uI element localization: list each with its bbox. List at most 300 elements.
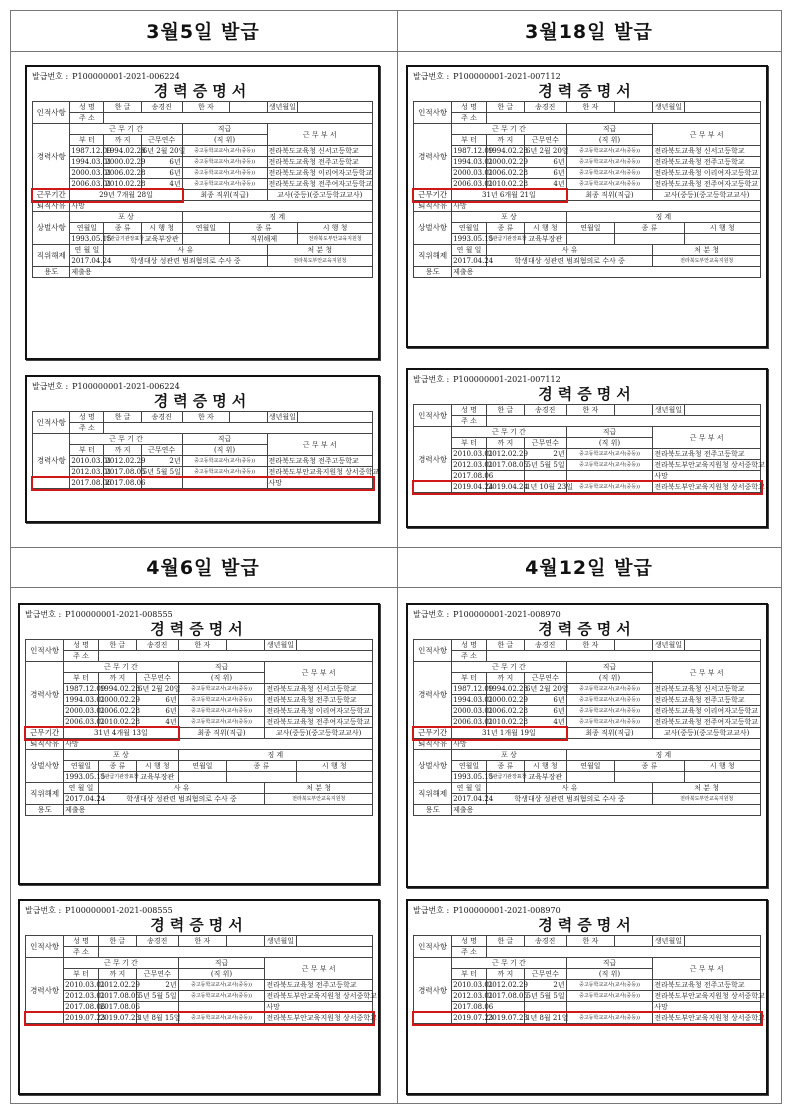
agency-label: 시 행 청 [684,761,760,772]
dept-label: 근 무 부 서 [267,434,372,456]
section-label: 인적사항 [26,936,64,958]
career-rank: 중고등학교교사(교사(중등)) [566,684,653,695]
personal-row [414,936,761,947]
hanja-label: 한 자 [178,936,227,947]
section-label: 경력사항 [414,427,452,493]
issue-number-label: 발급번호 : [413,374,450,384]
dept-label: 근 무 부 서 [653,124,761,146]
discipline-agency [296,772,372,783]
career-row [414,695,761,706]
award-date: 1993.05.15 [453,235,494,243]
period-label: 근 무 기 간 [452,427,566,438]
career-row [26,1013,373,1024]
issue-number: P100000001-2021-007112 [453,71,561,81]
career-row [26,695,373,706]
issue-number-label: 발급번호 : [413,905,450,915]
award-agency: 교육부장관 [525,234,567,245]
career-from: 2017.08.06 [65,1003,106,1011]
from-label: 부 터 [64,673,99,684]
career-dept: 사망 [265,1002,373,1013]
career-to: 1994.02.28 [487,685,528,693]
dismissal-row [26,794,373,805]
years-label: 근무연수 [525,135,567,146]
issue-number-row [32,70,373,82]
career-years [137,1002,179,1013]
certificate-document [25,65,380,360]
career-row [414,471,761,482]
career-rank: 중고등학교교사(교사(중등)) [566,157,653,168]
discipline-date [566,772,615,783]
career-to: 2017.08.05 [99,992,140,1000]
career-to: 2000.02.29 [105,158,146,166]
career-to: 2019.07.23 [99,1014,140,1022]
use-value: 제출용 [64,805,373,816]
career-row [26,706,373,717]
period-label: 근 무 기 간 [70,434,182,445]
dismissal-reason: 학생대상 성관련 범죄혐의로 수사 중 [98,794,265,805]
career-years: 5년 5월 5일 [525,991,567,1002]
discipline-label: 징 계 [566,212,760,223]
retire-row [33,201,373,212]
retire-row [414,739,761,750]
reward-row [33,234,373,245]
date-label: 연 월 일 [452,245,487,256]
award-label: 포 상 [70,212,182,223]
dept-label: 근 무 부 서 [653,427,761,449]
birth-value [298,102,373,113]
dismissal-agency: 전라북도부안교육지원청 [265,794,373,805]
career-header-row [33,124,373,135]
career-row [33,179,373,190]
career-to: 2010.02.28 [99,718,140,726]
birth-label: 생년월일 [653,936,684,947]
agency-label: 시 행 청 [137,761,179,772]
dismissal-date: 2017.04.24 [71,257,112,265]
years-label: 근무연수 [141,445,182,456]
hanja-value [230,412,267,423]
name-label: 성 명 [452,405,487,416]
career-from: 2010.03.01 [71,457,112,465]
birth-value [684,405,760,416]
rank-sub-label: (직 위) [566,969,653,980]
career-to: 2017.08.06 [99,1003,140,1011]
career-row [26,684,373,695]
final-rank-value: 교사(중등)(중고등학교교사) [653,190,761,201]
award-label: 포 상 [452,212,566,223]
personal-row [414,640,761,651]
kind-label: 종 류 [104,223,141,234]
address-label: 주 소 [64,947,99,958]
name-label: 성 명 [452,640,487,651]
hangul-label: 한 글 [486,405,524,416]
rank-label: 직급 [566,427,653,438]
career-from: 2012.03.01 [453,992,494,1000]
date-label: 연월일 [70,223,104,234]
birth-label: 생년월일 [268,413,296,421]
dept-label: 근 무 부 서 [265,662,373,684]
issue-number-row [413,904,761,916]
agency-label: 시 행 청 [141,223,182,234]
to-label: 까 지 [98,673,136,684]
career-years: 2년 [137,980,179,991]
total-value: 31년 6개월 21일 [452,190,566,201]
career-dept: 전라북도교육청 전주여자고등학교 [265,717,373,728]
career-rank: 중고등학교교사(교사(중등)) [182,467,267,478]
hanja-value [227,936,265,947]
career-to: 2000.02.29 [487,158,528,166]
career-row [26,980,373,991]
award-agency: 교육부장관 [525,772,567,783]
career-from: 2010.03.01 [453,981,494,989]
career-from: 1987.12.09 [453,685,494,693]
career-years: 4년 [141,179,182,190]
total-label: 근무기간 [26,728,64,739]
career-from: 2019.07.23 [65,1014,106,1022]
career-from: 2006.03.01 [65,718,106,726]
date-label: 연 월 일 [452,783,487,794]
career-dept: 전라북도교육청 전주고등학교 [265,980,373,991]
career-to: 2006.02.28 [99,707,140,715]
hanja-label: 한 자 [182,412,230,423]
retire-value: 사망 [64,739,373,750]
name-label: 성 명 [452,936,487,947]
career-dept: 전라북도교육청 이리여자고등학교 [265,706,373,717]
career-to: 2012.02.29 [105,457,146,465]
discipline-kind [615,234,684,245]
kind-label: 종 류 [615,223,684,234]
years-label: 근무연수 [525,673,567,684]
career-rank: 중고등학교교사(교사(중등)) [566,146,653,157]
address-row [414,113,761,124]
section-label: 인적사항 [33,102,70,124]
use-label: 용도 [26,805,64,816]
reason-label: 사 유 [486,245,653,256]
date-label: 연월일 [452,223,487,234]
birth-value [684,102,760,113]
career-rank [566,1002,653,1013]
period-label: 근 무 기 간 [452,662,566,673]
career-rank: 중고등학교교사(교사(중등)) [566,449,653,460]
birth-value [296,936,372,947]
reward-header-row [33,212,373,223]
rank-sub-label: (직 위) [182,445,267,456]
career-rank: 중고등학교교사(교사(중등)) [178,695,265,706]
issue-number-label: 발급번호 : [413,609,450,619]
career-row [414,460,761,471]
reward-header-row [414,212,761,223]
hangul-label: 한 글 [98,936,136,947]
career-from: 1994.03.01 [453,696,494,704]
date-label: 연월일 [182,223,230,234]
dismissal-date: 2017.04.24 [65,795,106,803]
section-label: 인적사항 [414,640,452,662]
career-rank [566,471,653,482]
panel-heading: 4월12일 발급 [525,556,653,579]
dept-label: 근 무 부 서 [265,958,373,980]
reward-subheader-row [414,223,761,234]
use-label: 용도 [414,267,452,278]
career-years [141,478,182,489]
dismissal-date: 2017.04.24 [453,257,494,265]
career-dept: 전라북도교육청 전주여자고등학교 [653,179,761,190]
career-from: 2010.03.01 [65,981,106,989]
career-to: 1994.02.28 [487,147,528,155]
career-row [414,179,761,190]
career-from: 1994.03.01 [453,158,494,166]
reason-label: 사 유 [486,783,653,794]
rank-sub-label: (직 위) [566,135,653,146]
career-from: 2010.03.01 [453,450,494,458]
section-label: 인적사항 [414,405,452,427]
birth-label: 생년월일 [265,640,296,651]
rank-label: 직급 [566,662,653,673]
document-title: 경력증명서 [538,916,636,934]
section-label: 상벌사항 [414,212,452,245]
panel-heading: 3월5일 발급 [146,20,260,43]
address-row [414,651,761,662]
total-row [33,190,373,201]
discipline-label: 징 계 [566,750,760,761]
career-row [33,146,373,157]
hangul-label: 한 글 [486,640,524,651]
date-label: 연월일 [64,761,99,772]
award-kind: 장관급기관장표창 [104,234,141,245]
career-from: 2012.03.01 [453,461,494,469]
date-label: 연월일 [452,761,487,772]
career-rank: 중고등학교교사(교사(중등)) [182,456,267,467]
hangul-label: 한 글 [486,102,524,113]
agency-label: 시 행 청 [684,223,760,234]
career-to: 1994.02.28 [99,685,140,693]
discipline-kind: 직위해제 [230,234,298,245]
reason-label: 사 유 [98,783,265,794]
career-from: 2017.08.06 [453,472,494,480]
agency-label: 시 행 청 [296,761,372,772]
award-date: 1993.05.15 [71,235,112,243]
issue-number: P100000001-2021-008970 [453,905,561,915]
career-dept: 전라북도교육청 신서고등학교 [653,684,761,695]
use-row [26,805,373,816]
name-value: 송경진 [525,405,567,416]
agency-label: 처 분 청 [267,245,372,256]
career-row [33,168,373,179]
rank-sub-label: (직 위) [566,673,653,684]
reward-row [414,234,761,245]
career-years: 6년 [525,695,567,706]
from-label: 부 터 [70,135,104,146]
use-label: 용도 [33,267,70,278]
date-label: 연월일 [566,223,615,234]
dismissal-agency: 전라북도부안교육지원청 [653,256,761,267]
certificate-document [18,899,380,1095]
issue-number: P100000001-2021-007112 [453,374,561,384]
reward-header-row [414,750,761,761]
career-from: 2006.03.01 [71,180,112,188]
total-label: 근무기간 [414,190,452,201]
career-years: 6년 [137,695,179,706]
period-label: 근 무 기 간 [64,958,178,969]
to-label: 까 지 [486,438,524,449]
award-agency: 교육부장관 [137,772,179,783]
date-label: 연 월 일 [70,245,104,256]
hanja-value [230,102,267,113]
award-kind: 장관급기관장표창 [486,234,524,245]
section-label: 인적사항 [414,102,452,124]
award-kind: 장관급기관장표창 [486,772,524,783]
career-header-row [33,434,373,445]
hanja-value [227,640,265,651]
rank-label: 직급 [182,124,267,135]
discipline-agency [684,234,760,245]
dismissal-reason: 학생대상 성관련 범죄혐의로 수사 중 [104,256,267,267]
career-header-row [26,958,373,969]
name-value: 송경진 [141,412,182,423]
discipline-date [182,234,230,245]
section-label: 상벌사항 [26,750,64,783]
section-label: 직위해제 [414,783,452,805]
period-label: 근 무 기 간 [64,662,178,673]
award-date: 1993.05.15 [453,773,494,781]
career-rank: 중고등학교교사(교사(중등)) [566,717,653,728]
career-row [33,456,373,467]
section-label: 상벌사항 [33,212,70,245]
years-label: 근무연수 [525,969,567,980]
discipline-agency: 전라북도부안교육지원청 [298,234,373,245]
award-label: 포 상 [452,750,566,761]
career-dept: 전라북도부안교육지원청 상서중학교 [266,1014,377,1022]
address-row [414,947,761,958]
final-rank-label: 최종 직위(직급) [182,190,267,201]
agency-label: 처 분 청 [265,783,373,794]
career-years: 6년 [141,168,182,179]
career-header-row [414,662,761,673]
career-rank: 중고등학교교사(교사(중등)) [566,980,653,991]
certificate-document [406,368,768,528]
retire-value: 사망 [452,201,761,212]
issue-number-row [25,608,373,620]
career-row [414,1002,761,1013]
career-years: 4년 [137,717,179,728]
panel-heading: 4월6일 발급 [146,556,260,579]
retire-row [26,739,373,750]
career-header-row [414,958,761,969]
issue-number: P100000001-2021-008555 [65,609,173,619]
career-rank: 중고등학교교사(교사(중등)) [182,146,267,157]
birth-label: 생년월일 [265,936,296,947]
use-value: 제출용 [452,267,761,278]
career-rank: 중고등학교교사(교사(중등)) [182,179,267,190]
dismissal-header-row [414,245,761,256]
career-dept: 전라북도교육청 전주고등학교 [267,157,372,168]
retire-label: 퇴직사유 [33,201,70,212]
career-row [33,478,373,489]
document-title: 경력증명서 [538,82,636,100]
career-from: 2000.03.01 [71,169,112,177]
section-label: 직위해제 [26,783,64,805]
career-dept: 전라북도교육청 전주여자고등학교 [268,180,373,188]
use-row [414,267,761,278]
award-label: 포 상 [64,750,178,761]
hanja-value [615,936,653,947]
career-dept: 전라북도부안교육지원청 상서중학교 [654,1014,765,1022]
career-rank: 중고등학교교사(교사(중등)) [178,1013,265,1024]
address-value [104,423,373,434]
certificate-table [25,935,377,1024]
career-dept: 전라북도교육청 전주고등학교 [653,695,761,706]
career-header-row [414,124,761,135]
address-label: 주 소 [70,113,104,124]
rank-sub-label: (직 위) [178,673,265,684]
dismissal-header-row [33,245,373,256]
rank-label: 직급 [178,662,265,673]
section-label: 직위해제 [33,245,70,267]
career-from: 2000.03.01 [65,707,106,715]
career-dept: 사망 [267,478,372,489]
career-to: 2010.02.28 [487,718,528,726]
dismissal-agency: 전라북도부안교육지원청 [653,794,761,805]
final-rank-label: 최종 직위(직급) [178,728,265,739]
career-from: 2017.08.06 [71,479,112,487]
career-years: 6년 2월 20일 [138,685,181,693]
agency-label: 시 행 청 [525,223,567,234]
career-row [414,482,761,493]
use-row [414,805,761,816]
address-value [98,947,372,958]
career-from: 2000.03.01 [453,707,494,715]
personal-row [33,102,373,113]
final-rank-value: 교사(중등)(중고등학교교사) [265,728,373,739]
section-label: 인적사항 [26,640,64,662]
retire-label: 퇴직사유 [414,201,452,212]
hangul-label: 한 글 [98,640,136,651]
birth-value [684,640,760,651]
reward-subheader-row [33,223,373,234]
hangul-label: 한 글 [104,412,141,423]
career-years: 6년 2월 20일 [526,685,569,693]
career-dept: 전라북도부안교육지원청 상서중학교 [268,468,379,476]
reward-row [26,772,373,783]
date-label: 연 월 일 [64,783,99,794]
issue-number: P100000001-2021-008970 [453,609,561,619]
career-to: 2017.08.05 [487,992,528,1000]
career-dept: 전라북도교육청 신서고등학교 [267,146,372,157]
total-label: 근무기간 [414,728,452,739]
career-row [414,980,761,991]
career-from: 2019.04.24 [453,483,494,491]
from-label: 부 터 [70,445,104,456]
career-years: 6년 [525,706,567,717]
certificate-document [406,65,768,348]
retire-row [414,201,761,212]
career-dept: 전라북도교육청 전주고등학교 [653,449,761,460]
date-label: 연월일 [566,761,615,772]
address-value [98,651,372,662]
issue-number: P100000001-2021-006224 [72,71,180,81]
document-title: 경력증명서 [150,916,248,934]
career-rank: 중고등학교교사(교사(중등)) [178,717,265,728]
certificate-table [413,404,765,493]
career-from: 2012.03.01 [65,992,106,1000]
dismissal-header-row [414,783,761,794]
name-value: 송경진 [525,936,567,947]
issue-number-row [413,608,761,620]
discipline-kind [615,772,684,783]
issue-number-label: 발급번호 : [32,71,69,81]
agency-label: 처 분 청 [653,245,761,256]
address-row [33,423,373,434]
hangul-label: 한 글 [104,102,141,113]
address-label: 주 소 [452,947,487,958]
